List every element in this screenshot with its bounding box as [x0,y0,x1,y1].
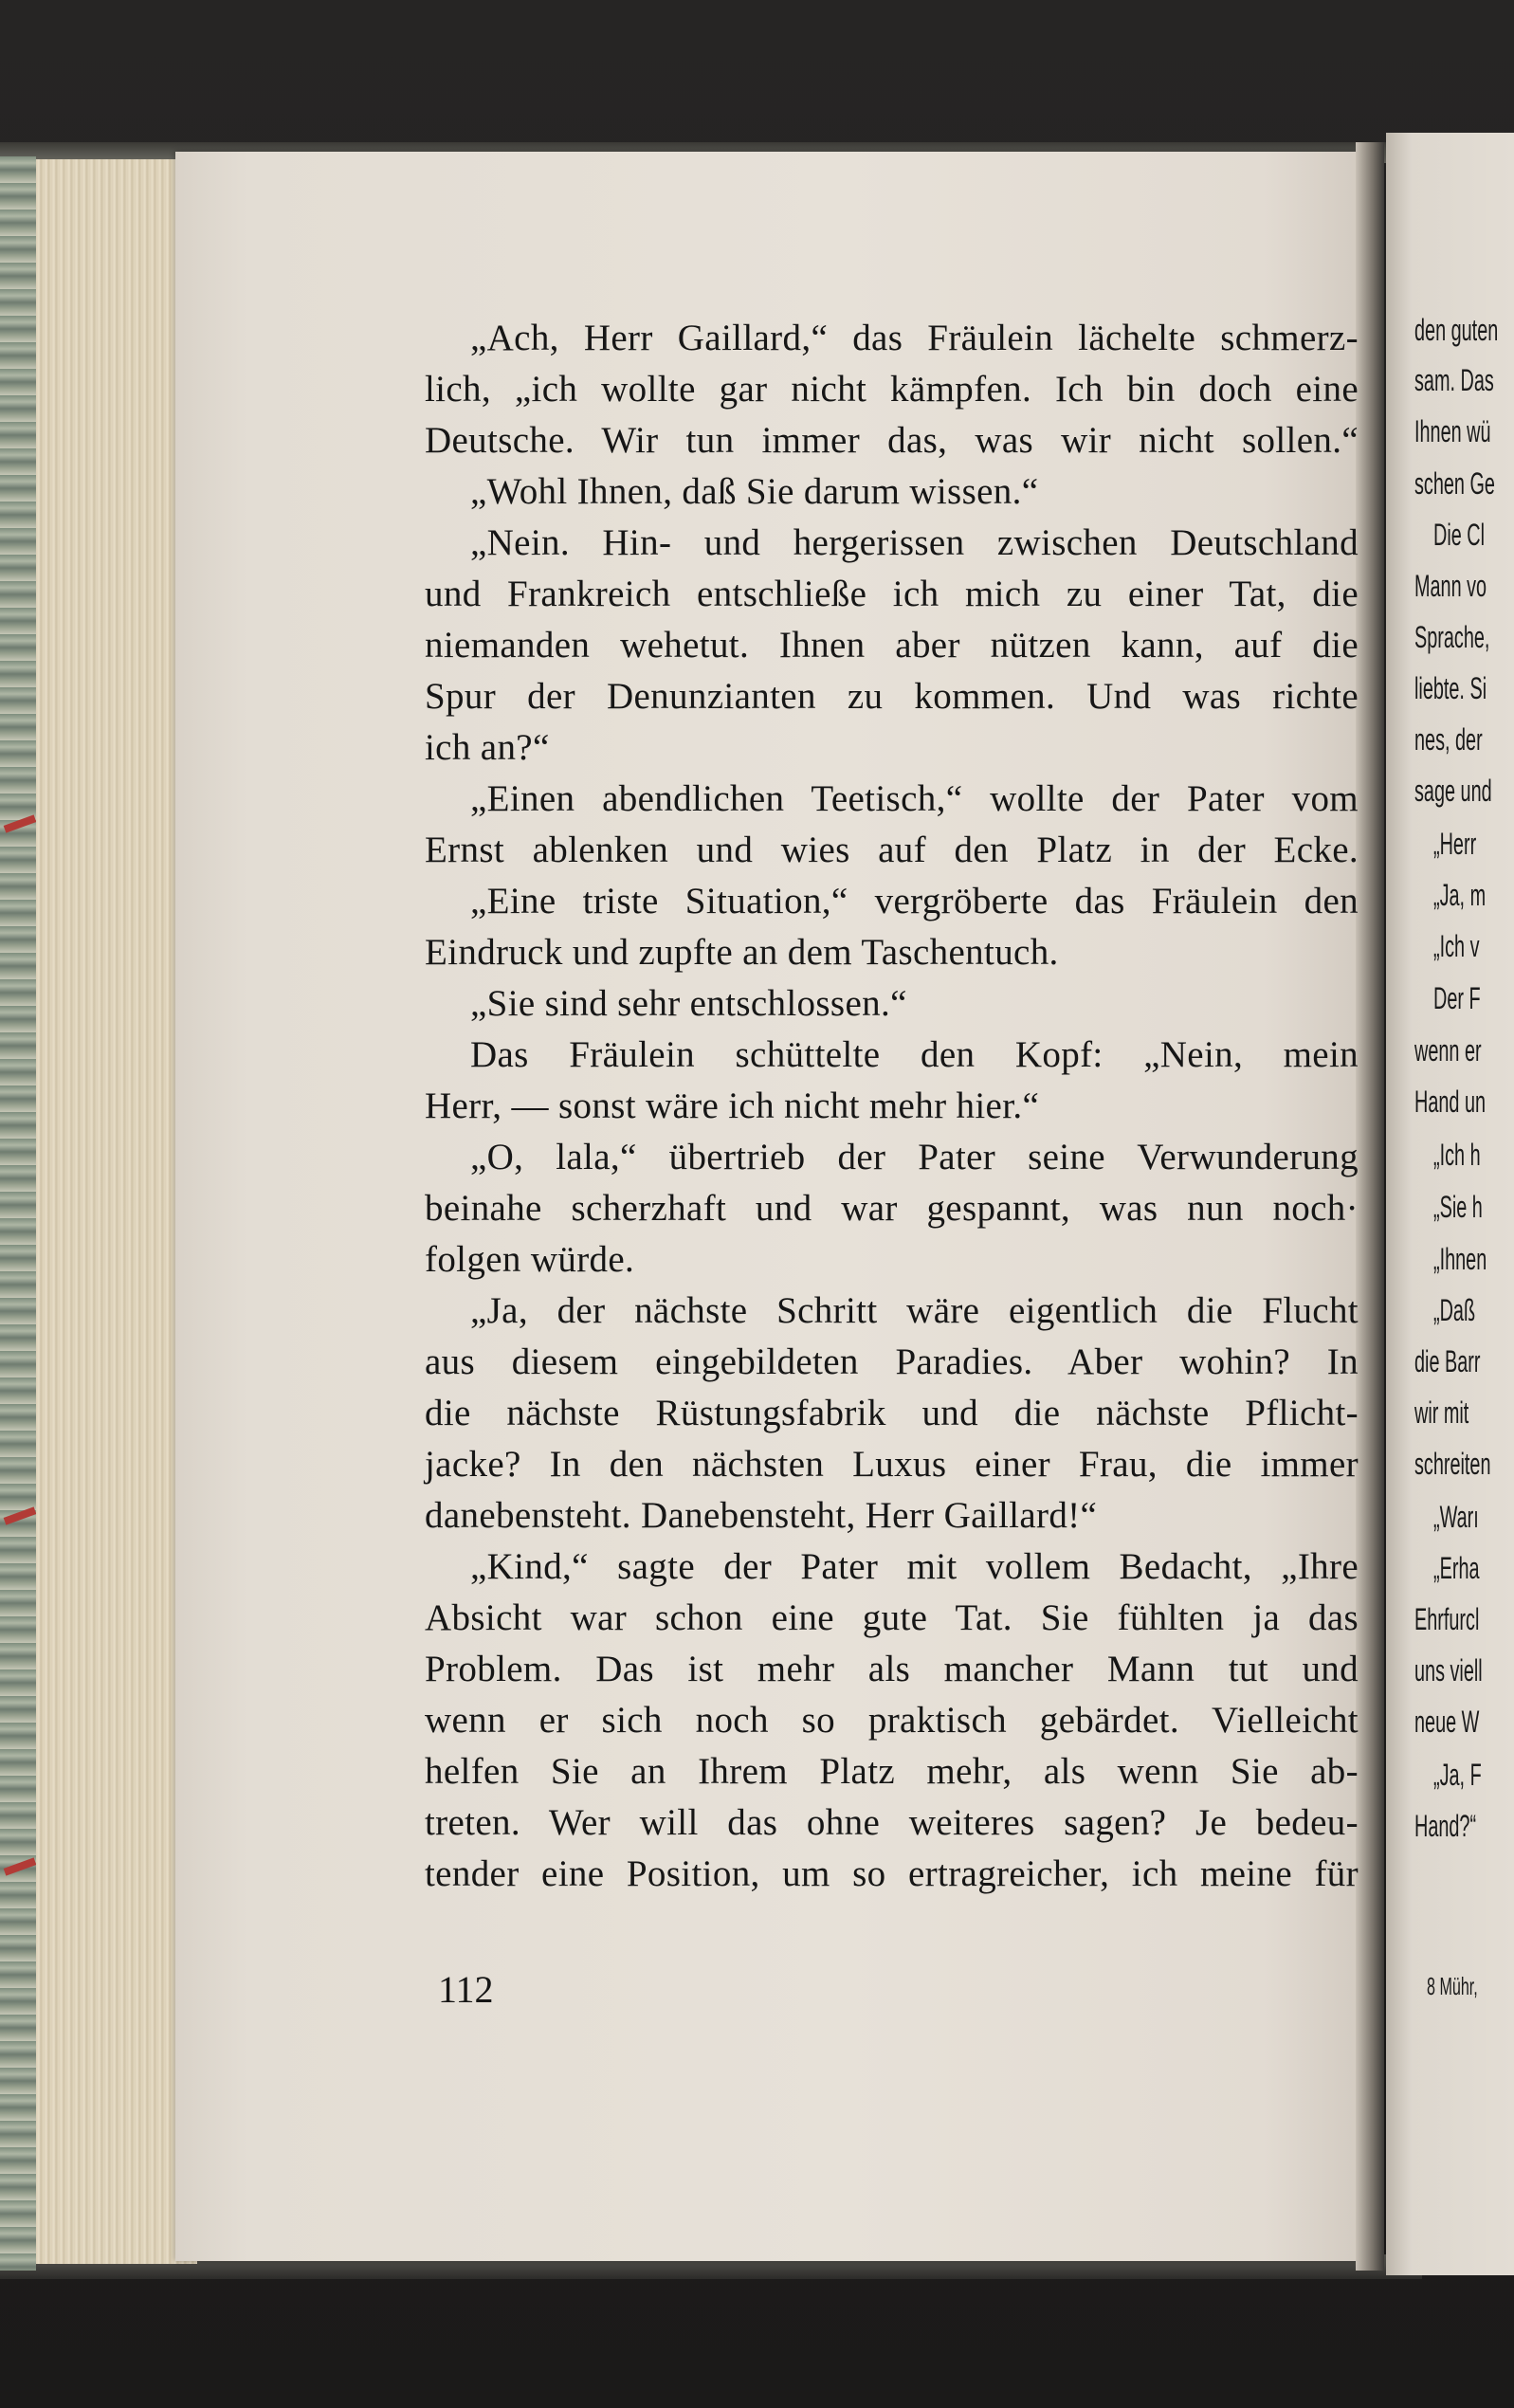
text-line: „Einen abendlichen Teetisch,“ wollte der Pater vom [470,778,1359,819]
right-page-line: „Sie h [1433,1190,1483,1224]
right-page-line: Mann vo [1414,569,1487,603]
right-page-line: „Ihnen [1433,1242,1487,1276]
right-page-line: den guten [1414,313,1499,347]
text-line: niemanden wehetut. Ihnen aber nützen kann, auf die [425,625,1359,666]
text-line: „Eine triste Situation,“ vergröberte das Fräulein den [470,881,1359,921]
right-page-line: „Ich v [1433,929,1480,963]
right-page-line: wir mit [1414,1396,1469,1430]
text-line: wenn er sich noch so praktisch gebärdet. Vielleicht [425,1700,1359,1741]
right-page-line: „Ja, F [1433,1758,1482,1792]
text-line: „Kind,“ sagte der Pater mit vollem Bedacht, „Ihre [470,1546,1359,1587]
right-page-line: sam. Das [1414,363,1494,397]
text-line: lich, „ich wollte gar nicht kämpfen. Ich bin doch eine [425,369,1359,410]
right-page-line: „Ja, m [1433,878,1487,912]
right-page-line: uns viell [1414,1653,1483,1687]
right-page-line: nes, der [1414,722,1483,757]
text-line: beinahe scherzhaft und war gespannt, was nun noch· [425,1188,1359,1229]
page-edges [36,159,197,2264]
text-line: „Sie sind sehr entschlossen.“ [470,983,907,1024]
right-page-line: „Ich h [1433,1138,1481,1172]
right-page-line: Die Cl [1433,518,1486,552]
right-page-line: Hand?“ [1414,1809,1477,1843]
text-line: und Frankreich entschließe ich mich zu einer Tat, die [425,574,1359,614]
text-line: „Nein. Hin- und hergerissen zwischen Deutschland [470,522,1359,563]
right-page-line: neue W [1414,1705,1480,1739]
page-number: 112 [438,1968,494,2011]
right-page-line: sage und [1414,774,1492,808]
text-line: Deutsche. Wir tun immer das, was wir nicht sollen.“ [425,420,1359,461]
page-text [425,313,1359,1900]
right-page-line: schen Ge [1414,466,1495,501]
right-page-line: Ehrfurcl [1414,1602,1480,1636]
right-page-line: Hand un [1414,1085,1487,1119]
text-line: „Ach, Herr Gaillard,“ das Fräulein lächelte schmerz- [470,318,1359,358]
text-line: Eindruck und zupfte an dem Taschentuch. [425,932,1059,973]
text-line: aus diesem eingebildeten Paradies. Aber wohin? In [425,1341,1359,1382]
text-line: Spur der Denunzianten zu kommen. Und was richte [425,676,1359,717]
red-marbling-mark [4,1506,37,1524]
right-page-line: „Daß [1433,1293,1476,1327]
text-line: tender eine Position, um so ertragreicher, ich meine für [425,1853,1359,1894]
book-spine-edge [0,156,36,2271]
right-page-line: Ihnen wü [1414,414,1491,448]
text-line: danebensteht. Danebensteht, Herr Gaillard!“ [425,1495,1098,1536]
right-page-line: Der F [1433,981,1481,1015]
right-page-line: „Warı [1433,1500,1479,1534]
text-line: Das Fräulein schüttelte den Kopf: „Nein, mein [470,1034,1359,1075]
text-line: ich an?“ [425,727,550,768]
text-line: „Wohl Ihnen, daß Sie darum wissen.“ [470,471,1039,512]
text-line: jacke? In den nächsten Luxus einer Frau, die immer [425,1444,1359,1485]
right-page-line: schreiten [1414,1447,1491,1481]
right-page-line: „Herr [1433,827,1477,861]
right-page-line: Sprache, [1414,620,1490,654]
red-marbling-mark [4,814,37,832]
right-page-line: die Barr [1414,1344,1481,1378]
text-line: helfen Sie an Ihrem Platz mehr, als wenn Sie ab- [425,1751,1359,1792]
text-line: Problem. Das ist mehr als mancher Mann tut und [425,1649,1359,1689]
text-line: folgen würde. [425,1239,635,1280]
text-line: treten. Wer will das ohne weiteres sagen? Je bedeu- [425,1802,1359,1843]
text-line: Herr, — sonst wäre ich nicht mehr hier.“ [425,1085,1040,1126]
text-line: Ernst ablenken und wies auf den Platz in der Ecke. [425,830,1359,870]
text-line: die nächste Rüstungsfabrik und die nächste Pflicht- [425,1393,1359,1433]
book-gutter [1356,142,1384,2271]
text-line: „O, lala,“ übertrieb der Pater seine Verwunderung [470,1137,1359,1177]
right-page-line: liebte. Si [1414,671,1487,705]
right-page-line: wenn er [1414,1033,1482,1067]
red-marbling-mark [4,1857,37,1875]
text-line: „Ja, der nächste Schritt wäre eigentlich die Flucht [470,1290,1359,1331]
right-page-footer: 8 Mühr, [1427,1972,1478,2000]
text-line: Absicht war schon eine gute Tat. Sie fühlten ja das [425,1597,1359,1638]
right-page-line: „Erha [1433,1551,1480,1585]
